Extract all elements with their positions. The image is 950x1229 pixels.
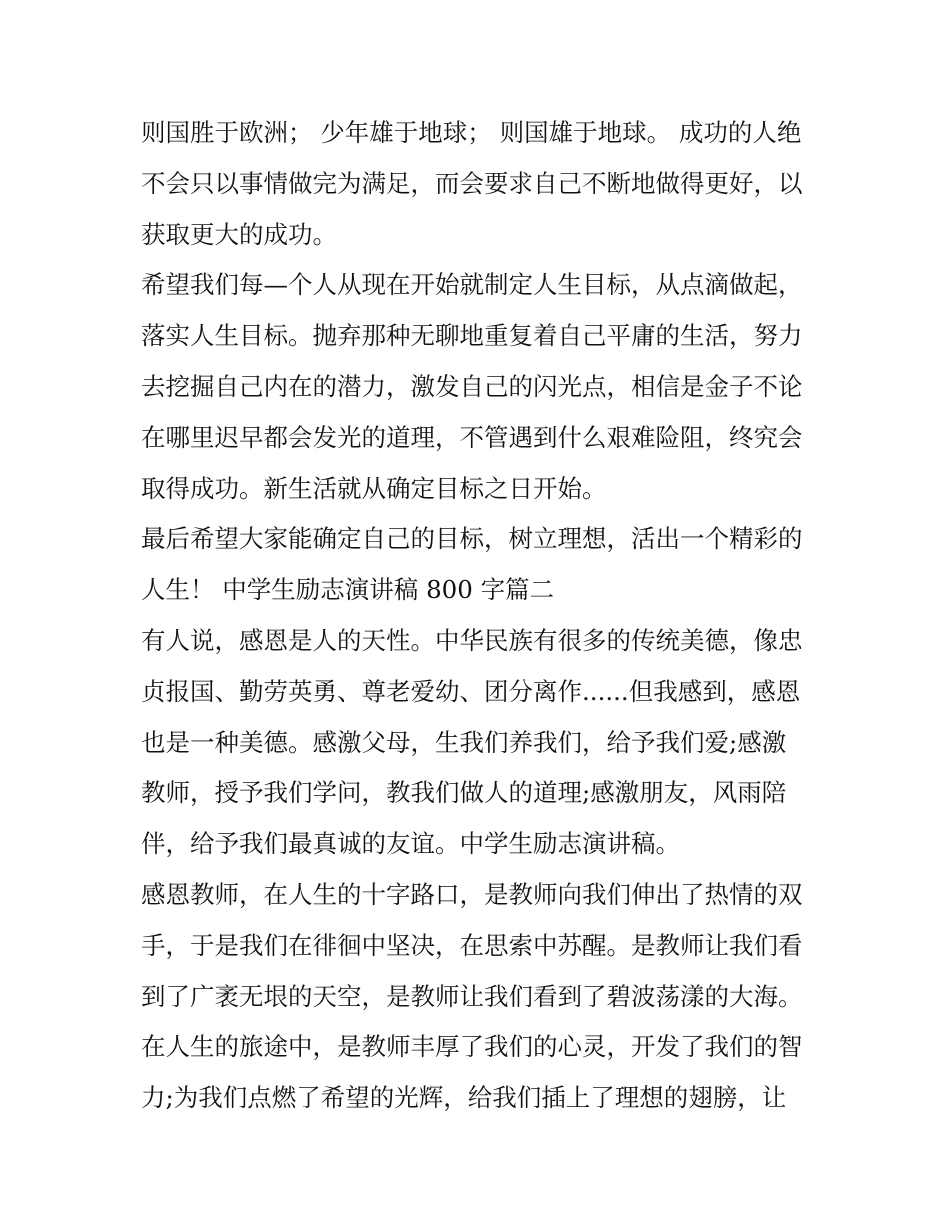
text-line: 到了广袤无垠的天空，是教师让我们看到了碧波荡漾的大海。 xyxy=(141,981,803,1011)
document-body xyxy=(141,108,821,1124)
text-line: 取得成功。新生活就从确定目标之日开始。 xyxy=(141,473,607,503)
paragraph xyxy=(141,260,821,514)
text-line: 获取更大的成功。 xyxy=(141,219,337,249)
text-line: 最后希望大家能确定自己的目标，树立理想，活出一个精彩的 xyxy=(141,524,803,554)
text-line: 希望我们每—个人从现在开始就制定人生目标，从点滴做起， xyxy=(141,270,803,300)
text-line: 感恩教师，在人生的十字路口，是教师向我们伸出了热情的双 xyxy=(141,879,803,909)
text-line: 有人说，感恩是人的天性。中华民族有很多的传统美德，像忠 xyxy=(141,625,803,655)
text-line: 在哪里迟早都会发光的道理，不管遇到什么艰难险阻，终究会 xyxy=(141,422,803,452)
text-line: 手，于是我们在徘徊中坚决，在思索中苏醒。是教师让我们看 xyxy=(141,930,803,960)
text-line: 去挖掘自己内在的潜力，激发自己的闪光点，相信是金子不论 xyxy=(141,371,803,401)
text-line: 则国胜于欧洲； 少年雄于地球； 则国雄于地球。 成功的人绝 xyxy=(141,118,802,147)
paragraph xyxy=(141,108,821,260)
text-line: 落实人生目标。抛弃那种无聊地重复着自己平庸的生活，努力 xyxy=(141,321,803,351)
text-line: 在人生的旅途中，是教师丰厚了我们的心灵，开发了我们的智 xyxy=(141,1032,803,1062)
paragraph xyxy=(141,870,821,1124)
paragraph xyxy=(141,514,821,616)
text-line: 也是一种美德。感激父母，生我们养我们，给予我们爱;感激 xyxy=(141,727,787,757)
text-line: 贞报国、勤劳英勇、尊老爱幼、团分离作......但我感到，感恩 xyxy=(141,676,801,706)
text-line: 伴，给予我们最真诚的友谊。中学生励志演讲稿。 xyxy=(141,829,680,859)
text-line: 不会只以事情做完为满足，而会要求自己不断地做得更好，以 xyxy=(141,168,803,198)
paragraph xyxy=(141,616,821,870)
text-line: 教师，授予我们学问，教我们做人的道理;感激朋友，风雨陪 xyxy=(141,778,787,808)
text-line: 力;为我们点燃了希望的光辉，给我们插上了理想的翅膀，让 xyxy=(141,1083,787,1113)
text-line: 人生！ 中学生励志演讲稿 800 字篇二 xyxy=(141,575,555,605)
